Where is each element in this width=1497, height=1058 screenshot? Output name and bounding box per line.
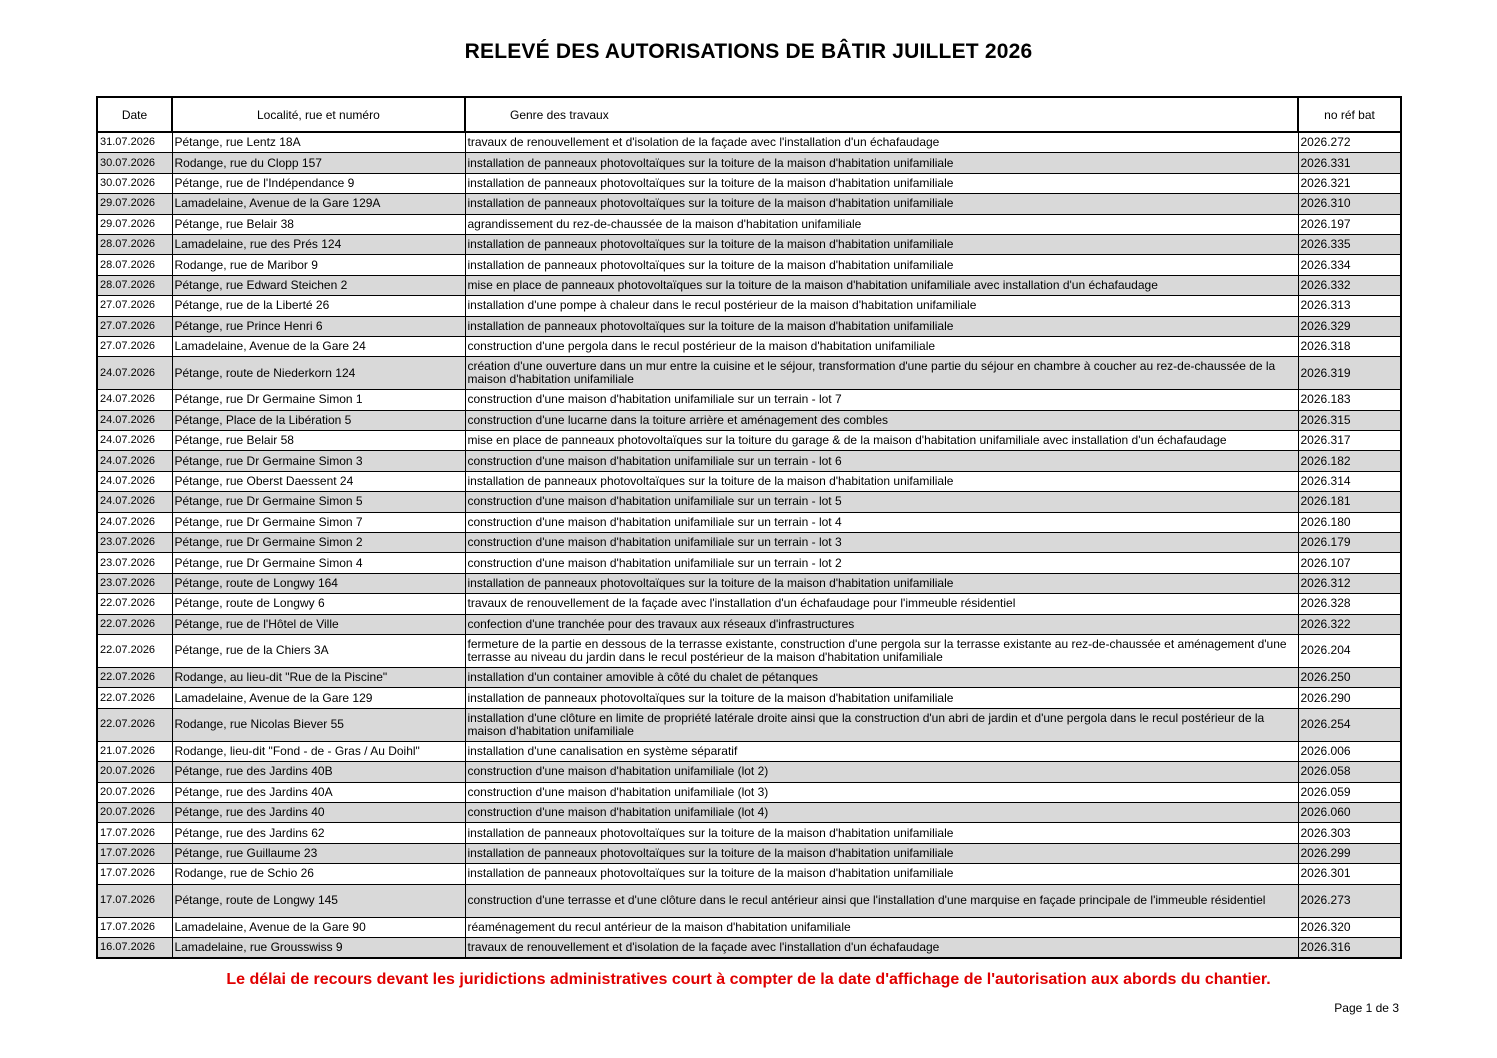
cell-date: 21.07.2026 — [97, 741, 172, 761]
cell-ref: 2026.332 — [1298, 275, 1401, 295]
cell-date: 22.07.2026 — [97, 594, 172, 614]
cell-genre: installation de panneaux photovoltaïques sur la toiture de la maison d'habitation unifamiliale — [465, 688, 1298, 708]
cell-genre: travaux de renouvellement de la façade avec l'installation d'un échafaudage pour l'immeuble résidentiel — [465, 594, 1298, 614]
cell-localite: Pétange, Place de la Libération 5 — [172, 410, 465, 430]
cell-date: 27.07.2026 — [97, 316, 172, 336]
cell-localite: Pétange, rue Dr Germaine Simon 2 — [172, 533, 465, 553]
cell-date: 24.07.2026 — [97, 390, 172, 410]
cell-ref: 2026.006 — [1298, 741, 1401, 761]
table-row — [97, 937, 1401, 958]
table-row — [97, 431, 1401, 451]
cell-genre: fermeture de la partie en dessous de la terrasse existante, construction d'une pergola sur la terrasse existante au rez-de-chaussée et aménagement d'une terrasse au niveau du jardin dans le recul postérieur de la maison d'habitation unifamiliale — [465, 634, 1298, 667]
cell-genre: construction d'une maison d'habitation unifamiliale sur un terrain - lot 4 — [465, 512, 1298, 532]
cell-localite: Pétange, rue de la Chiers 3A — [172, 634, 465, 667]
cell-ref: 2026.182 — [1298, 451, 1401, 471]
cell-genre: installation de panneaux photovoltaïques sur la toiture de la maison d'habitation unifamiliale — [465, 573, 1298, 593]
page-number: Page 1 de 3 — [1334, 1001, 1399, 1015]
cell-localite: Pétange, rue Edward Steichen 2 — [172, 275, 465, 295]
table-row — [97, 471, 1401, 491]
table-row — [97, 451, 1401, 471]
cell-ref: 2026.272 — [1298, 132, 1401, 153]
cell-ref: 2026.183 — [1298, 390, 1401, 410]
cell-localite: Pétange, rue de la Liberté 26 — [172, 296, 465, 316]
cell-ref: 2026.316 — [1298, 937, 1401, 958]
table-row — [97, 173, 1401, 193]
cell-date: 22.07.2026 — [97, 688, 172, 708]
table-row — [97, 802, 1401, 822]
page-title: RELEVÉ DES AUTORISATIONS DE BÂTIR JUILLET 2026 — [464, 40, 1033, 63]
cell-genre: construction d'une maison d'habitation unifamiliale (lot 3) — [465, 782, 1298, 802]
cell-date: 30.07.2026 — [97, 173, 172, 193]
cell-ref: 2026.328 — [1298, 594, 1401, 614]
cell-genre: construction d'une maison d'habitation unifamiliale sur un terrain - lot 5 — [465, 492, 1298, 512]
cell-date: 20.07.2026 — [97, 802, 172, 822]
cell-ref: 2026.320 — [1298, 917, 1401, 937]
cell-localite: Pétange, rue Dr Germaine Simon 5 — [172, 492, 465, 512]
cell-localite: Pétange, rue de l'Hôtel de Ville — [172, 614, 465, 634]
table-row — [97, 390, 1401, 410]
cell-localite: Rodange, lieu-dit "Fond - de - Gras / Au Doihl" — [172, 741, 465, 761]
table-row — [97, 843, 1401, 863]
cell-date: 22.07.2026 — [97, 708, 172, 741]
cell-localite: Pétange, rue des Jardins 62 — [172, 823, 465, 843]
cell-genre: installation d'une canalisation en système séparatif — [465, 741, 1298, 761]
table-row — [97, 917, 1401, 937]
cell-ref: 2026.329 — [1298, 316, 1401, 336]
cell-date: 23.07.2026 — [97, 533, 172, 553]
cell-localite: Lamadelaine, Avenue de la Gare 90 — [172, 917, 465, 937]
cell-date: 23.07.2026 — [97, 573, 172, 593]
table-row — [97, 782, 1401, 802]
cell-genre: travaux de renouvellement et d'isolation de la façade avec l'installation d'un échafaudage — [465, 937, 1298, 958]
header-date: Date — [97, 97, 172, 132]
table-row — [97, 864, 1401, 884]
table-row — [97, 634, 1401, 667]
cell-localite: Pétange, rue Dr Germaine Simon 4 — [172, 553, 465, 573]
cell-date: 22.07.2026 — [97, 634, 172, 667]
cell-genre: installation d'un container amovible à côté du chalet de pétanques — [465, 667, 1298, 687]
cell-ref: 2026.197 — [1298, 214, 1401, 234]
cell-date: 24.07.2026 — [97, 512, 172, 532]
cell-localite: Lamadelaine, Avenue de la Gare 129 — [172, 688, 465, 708]
cell-ref: 2026.059 — [1298, 782, 1401, 802]
cell-ref: 2026.310 — [1298, 194, 1401, 214]
cell-genre: construction d'une lucarne dans la toiture arrière et aménagement des combles — [465, 410, 1298, 430]
cell-localite: Pétange, rue Lentz 18A — [172, 132, 465, 153]
table-row — [97, 708, 1401, 741]
cell-date: 24.07.2026 — [97, 357, 172, 390]
cell-localite: Pétange, route de Longwy 145 — [172, 884, 465, 917]
cell-date: 22.07.2026 — [97, 667, 172, 687]
cell-localite: Rodange, au lieu-dit "Rue de la Piscine" — [172, 667, 465, 687]
cell-genre: installation de panneaux photovoltaïques sur la toiture de la maison d'habitation unifamiliale — [465, 864, 1298, 884]
cell-localite: Pétange, rue Belair 38 — [172, 214, 465, 234]
cell-localite: Pétange, rue des Jardins 40 — [172, 802, 465, 822]
header-localite: Localité, rue et numéro — [172, 97, 465, 132]
cell-ref: 2026.181 — [1298, 492, 1401, 512]
table-row — [97, 594, 1401, 614]
cell-genre: confection d'une tranchée pour des travaux aux réseaux d'infrastructures — [465, 614, 1298, 634]
cell-date: 31.07.2026 — [97, 132, 172, 153]
cell-localite: Pétange, rue des Jardins 40B — [172, 762, 465, 782]
cell-genre: mise en place de panneaux photovoltaïques sur la toiture de la maison d'habitation unifamiliale avec installation d'un échafaudage — [465, 275, 1298, 295]
cell-date: 17.07.2026 — [97, 884, 172, 917]
cell-date: 24.07.2026 — [97, 431, 172, 451]
cell-ref: 2026.335 — [1298, 234, 1401, 254]
table-row — [97, 357, 1401, 390]
cell-ref: 2026.179 — [1298, 533, 1401, 553]
cell-genre: installation de panneaux photovoltaïques sur la toiture de la maison d'habitation unifamiliale — [465, 194, 1298, 214]
cell-genre: installation de panneaux photovoltaïques sur la toiture de la maison d'habitation unifamiliale — [465, 316, 1298, 336]
cell-genre: installation de panneaux photovoltaïques sur la toiture de la maison d'habitation unifamiliale — [465, 234, 1298, 254]
cell-ref: 2026.331 — [1298, 153, 1401, 173]
table-row — [97, 533, 1401, 553]
cell-date: 17.07.2026 — [97, 917, 172, 937]
cell-localite: Pétange, rue de l'Indépendance 9 — [172, 173, 465, 193]
cell-localite: Pétange, route de Niederkorn 124 — [172, 357, 465, 390]
cell-genre: mise en place de panneaux photovoltaïques sur la toiture du garage & de la maison d'habitation unifamiliale avec installation d'un échafaudage — [465, 431, 1298, 451]
table-row — [97, 741, 1401, 761]
cell-genre: construction d'une pergola dans le recul postérieur de la maison d'habitation unifamiliale — [465, 336, 1298, 356]
cell-localite: Pétange, route de Longwy 6 — [172, 594, 465, 614]
table-row — [97, 688, 1401, 708]
cell-genre: travaux de renouvellement et d'isolation de la façade avec l'installation d'un échafaudage — [465, 132, 1298, 153]
table-row — [97, 512, 1401, 532]
cell-date: 28.07.2026 — [97, 275, 172, 295]
table-row — [97, 884, 1401, 917]
cell-genre: construction d'une maison d'habitation unifamiliale (lot 4) — [465, 802, 1298, 822]
cell-genre: construction d'une maison d'habitation unifamiliale (lot 2) — [465, 762, 1298, 782]
cell-date: 22.07.2026 — [97, 614, 172, 634]
table-row — [97, 553, 1401, 573]
table-row — [97, 153, 1401, 173]
cell-localite: Lamadelaine, Avenue de la Gare 24 — [172, 336, 465, 356]
table-row — [97, 316, 1401, 336]
cell-ref: 2026.303 — [1298, 823, 1401, 843]
cell-genre: création d'une ouverture dans un mur entre la cuisine et le séjour, transformation d'une partie du séjour en chambre à coucher au rez-de-chaussée de la maison d'habitation unifamiliale — [465, 357, 1298, 390]
cell-date: 17.07.2026 — [97, 843, 172, 863]
cell-localite: Rodange, rue de Schio 26 — [172, 864, 465, 884]
cell-localite: Lamadelaine, Avenue de la Gare 129A — [172, 194, 465, 214]
table-row — [97, 194, 1401, 214]
cell-genre: construction d'une maison d'habitation unifamiliale sur un terrain - lot 6 — [465, 451, 1298, 471]
table-row — [97, 410, 1401, 430]
cell-localite: Pétange, rue Belair 58 — [172, 431, 465, 451]
cell-genre: construction d'une maison d'habitation unifamiliale sur un terrain - lot 3 — [465, 533, 1298, 553]
cell-ref: 2026.315 — [1298, 410, 1401, 430]
cell-localite: Rodange, rue Nicolas Biever 55 — [172, 708, 465, 741]
appeal-notice: Le délai de recours devant les juridictions administratives court à compter de la date d'affichage de l'autorisation aux abords du chantier. — [226, 971, 1271, 988]
cell-localite: Lamadelaine, rue Grousswiss 9 — [172, 937, 465, 958]
cell-genre: installation de panneaux photovoltaïques sur la toiture de la maison d'habitation unifamiliale — [465, 153, 1298, 173]
cell-localite: Pétange, route de Longwy 164 — [172, 573, 465, 593]
cell-date: 24.07.2026 — [97, 451, 172, 471]
table-row — [97, 573, 1401, 593]
cell-genre: construction d'une maison d'habitation unifamiliale sur un terrain - lot 7 — [465, 390, 1298, 410]
cell-genre: installation de panneaux photovoltaïques sur la toiture de la maison d'habitation unifamiliale — [465, 843, 1298, 863]
table-row — [97, 762, 1401, 782]
cell-localite: Pétange, rue Dr Germaine Simon 1 — [172, 390, 465, 410]
cell-ref: 2026.334 — [1298, 255, 1401, 275]
cell-genre: construction d'une terrasse et d'une clôture dans le recul antérieur ainsi que l'installation d'une marquise en façade principale de l'immeuble résidentiel — [465, 884, 1298, 917]
cell-localite: Pétange, rue des Jardins 40A — [172, 782, 465, 802]
cell-ref: 2026.204 — [1298, 634, 1401, 667]
cell-ref: 2026.312 — [1298, 573, 1401, 593]
cell-ref: 2026.322 — [1298, 614, 1401, 634]
cell-ref: 2026.318 — [1298, 336, 1401, 356]
table-row — [97, 614, 1401, 634]
cell-localite: Pétange, rue Prince Henri 6 — [172, 316, 465, 336]
cell-genre: installation de panneaux photovoltaïques sur la toiture de la maison d'habitation unifamiliale — [465, 255, 1298, 275]
table-row — [97, 667, 1401, 687]
cell-ref: 2026.273 — [1298, 884, 1401, 917]
cell-localite: Rodange, rue du Clopp 157 — [172, 153, 465, 173]
permits-table — [96, 96, 1402, 959]
cell-date: 16.07.2026 — [97, 937, 172, 958]
cell-date: 29.07.2026 — [97, 214, 172, 234]
cell-date: 27.07.2026 — [97, 336, 172, 356]
cell-date: 30.07.2026 — [97, 153, 172, 173]
table-row — [97, 823, 1401, 843]
cell-ref: 2026.107 — [1298, 553, 1401, 573]
cell-localite: Pétange, rue Dr Germaine Simon 7 — [172, 512, 465, 532]
cell-ref: 2026.290 — [1298, 688, 1401, 708]
table-row — [97, 214, 1401, 234]
table-row — [97, 234, 1401, 254]
cell-genre: agrandissement du rez-de-chaussée de la maison d'habitation unifamiliale — [465, 214, 1298, 234]
header-genre: Genre des travaux — [465, 97, 1298, 132]
cell-ref: 2026.058 — [1298, 762, 1401, 782]
cell-date: 17.07.2026 — [97, 864, 172, 884]
cell-date: 28.07.2026 — [97, 255, 172, 275]
cell-ref: 2026.319 — [1298, 357, 1401, 390]
cell-ref: 2026.250 — [1298, 667, 1401, 687]
cell-ref: 2026.254 — [1298, 708, 1401, 741]
cell-ref: 2026.321 — [1298, 173, 1401, 193]
cell-ref: 2026.060 — [1298, 802, 1401, 822]
cell-genre: construction d'une maison d'habitation unifamiliale sur un terrain - lot 2 — [465, 553, 1298, 573]
cell-localite: Pétange, rue Oberst Daessent 24 — [172, 471, 465, 491]
cell-localite: Pétange, rue Dr Germaine Simon 3 — [172, 451, 465, 471]
cell-date: 29.07.2026 — [97, 194, 172, 214]
cell-genre: installation de panneaux photovoltaïques sur la toiture de la maison d'habitation unifamiliale — [465, 471, 1298, 491]
cell-date: 24.07.2026 — [97, 471, 172, 491]
table-row — [97, 255, 1401, 275]
cell-date: 23.07.2026 — [97, 553, 172, 573]
cell-date: 17.07.2026 — [97, 823, 172, 843]
table-row — [97, 336, 1401, 356]
table-row — [97, 275, 1401, 295]
cell-genre: installation d'une clôture en limite de propriété latérale droite ainsi que la construction d'un abri de jardin et d'une pergola dans le recul postérieur de la maison d'habitation unifamiliale — [465, 708, 1298, 741]
cell-ref: 2026.180 — [1298, 512, 1401, 532]
cell-date: 27.07.2026 — [97, 296, 172, 316]
cell-date: 20.07.2026 — [97, 762, 172, 782]
cell-ref: 2026.314 — [1298, 471, 1401, 491]
cell-date: 20.07.2026 — [97, 782, 172, 802]
table-row — [97, 296, 1401, 316]
cell-date: 24.07.2026 — [97, 492, 172, 512]
cell-date: 28.07.2026 — [97, 234, 172, 254]
cell-genre: installation de panneaux photovoltaïques sur la toiture de la maison d'habitation unifamiliale — [465, 173, 1298, 193]
cell-localite: Pétange, rue Guillaume 23 — [172, 843, 465, 863]
cell-ref: 2026.313 — [1298, 296, 1401, 316]
cell-localite: Lamadelaine, rue des Prés 124 — [172, 234, 465, 254]
cell-ref: 2026.301 — [1298, 864, 1401, 884]
header-ref: no réf bat — [1298, 97, 1401, 132]
cell-localite: Rodange, rue de Maribor 9 — [172, 255, 465, 275]
cell-genre: installation de panneaux photovoltaïques sur la toiture de la maison d'habitation unifamiliale — [465, 823, 1298, 843]
cell-ref: 2026.299 — [1298, 843, 1401, 863]
cell-genre: installation d'une pompe à chaleur dans le recul postérieur de la maison d'habitation unifamiliale — [465, 296, 1298, 316]
cell-date: 24.07.2026 — [97, 410, 172, 430]
cell-ref: 2026.317 — [1298, 431, 1401, 451]
cell-genre: réaménagement du recul antérieur de la maison d'habitation unifamiliale — [465, 917, 1298, 937]
table-row — [97, 492, 1401, 512]
table-header-row — [97, 97, 1401, 132]
table-row — [97, 132, 1401, 153]
